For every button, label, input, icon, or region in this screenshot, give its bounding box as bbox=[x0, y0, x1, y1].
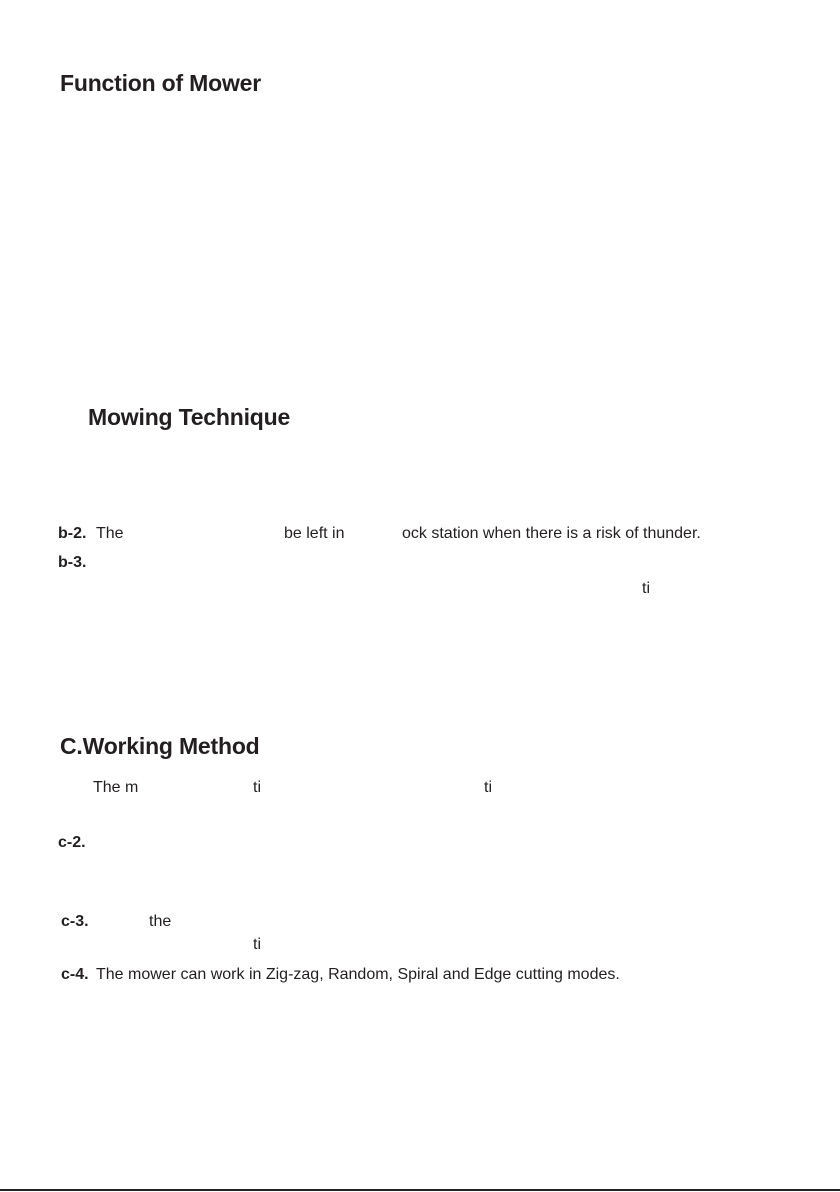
item-label: c-3. bbox=[61, 913, 89, 930]
text-fragment: ti bbox=[253, 779, 261, 796]
item-text: The m bbox=[93, 779, 139, 796]
bottom-rule bbox=[0, 1189, 840, 1191]
text-fragment: ti bbox=[484, 779, 492, 796]
heading-function-of-mower: Function of Mower bbox=[60, 70, 262, 96]
text-fragment: ti bbox=[642, 580, 650, 597]
item-label: c-4. bbox=[61, 966, 89, 983]
item-label: c-2. bbox=[58, 834, 86, 851]
text-fragment: ti bbox=[253, 936, 261, 953]
item-text: the bbox=[149, 913, 172, 930]
item-text: ock station when there is a risk of thunder. bbox=[402, 525, 701, 542]
item-label: b-3. bbox=[58, 554, 87, 571]
item-text: The mower can work in Zig-zag, Random, Spiral and Edge cutting modes. bbox=[96, 966, 620, 983]
item-text: be left in bbox=[284, 525, 345, 542]
item-label: b-2. bbox=[58, 525, 87, 542]
heading-working-method: C.Working Method bbox=[60, 733, 260, 759]
item-text: The bbox=[96, 525, 124, 542]
heading-mowing-technique: Mowing Technique bbox=[88, 404, 291, 430]
